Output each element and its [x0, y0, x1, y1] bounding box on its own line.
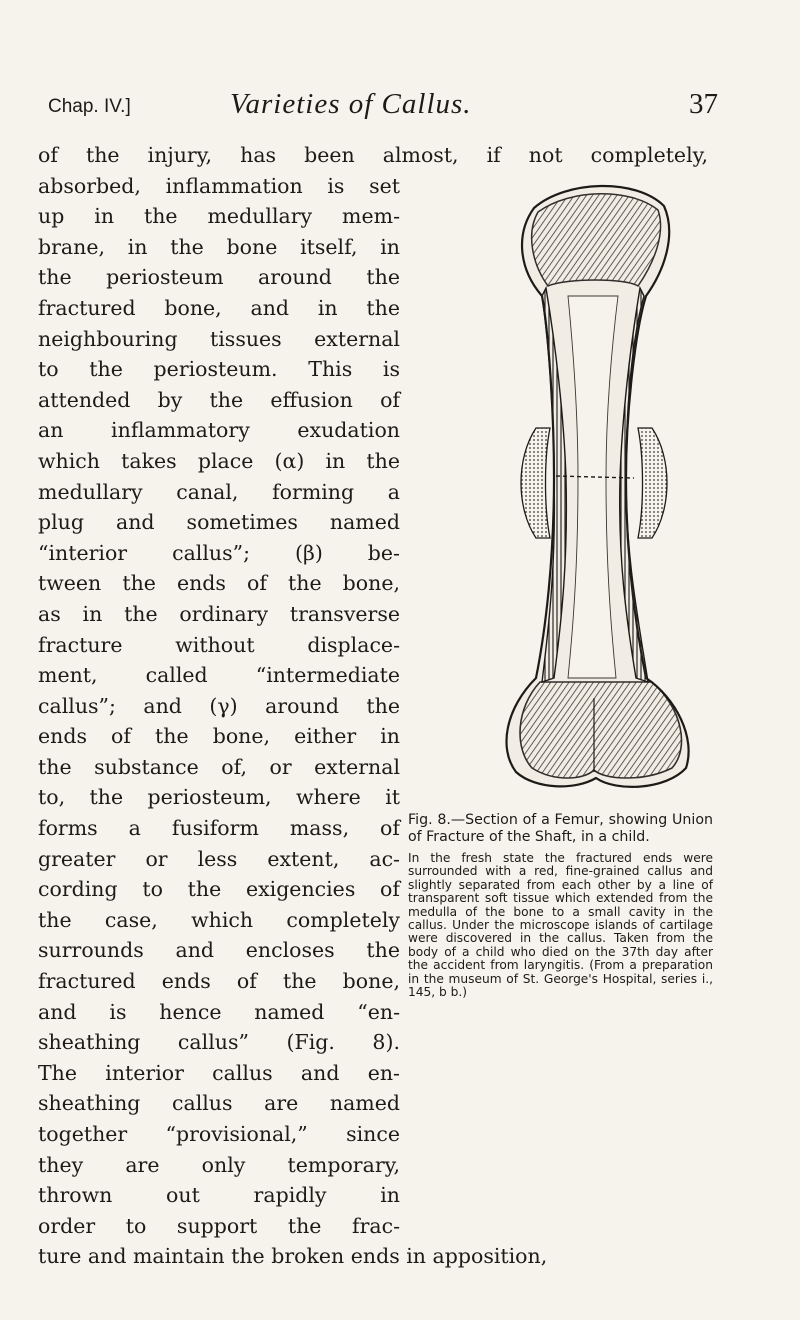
text-line: as in the ordinary transverse	[38, 601, 400, 626]
femur-section-figure	[476, 178, 716, 808]
text-line: plug and sometimes named	[38, 510, 400, 535]
text-line: order to support the frac-	[38, 1213, 400, 1238]
text-line: greater or less extent, ac-	[38, 846, 400, 871]
text-line: an inflammatory exudation	[38, 418, 400, 443]
text-line: sheathing callus are named	[38, 1091, 400, 1116]
text-line: ture and maintain the broken ends in apposition,	[38, 1244, 548, 1269]
callus-left	[521, 428, 550, 538]
text-line: to, the periosteum, where it	[38, 785, 400, 810]
text-line: the periosteum around the	[38, 265, 400, 290]
femur-illustration	[476, 178, 716, 808]
text-line: The interior callus and en-	[38, 1060, 400, 1085]
text-line: ment, called “intermediate	[38, 663, 400, 688]
text-line: which takes place (α) in the	[38, 448, 400, 473]
text-line: absorbed, inflammation is set	[38, 173, 400, 198]
text-line: ends of the bone, either in	[38, 724, 400, 749]
text-line: fractured bone, and in the	[38, 295, 400, 320]
text-line: attended by the effusion of	[38, 387, 400, 412]
page-number: 37	[689, 88, 718, 120]
callus-right	[638, 428, 667, 538]
text-line: they are only temporary,	[38, 1152, 400, 1177]
text-line: fracture without displace-	[38, 632, 400, 657]
text-line: of the injury, has been almost, if not completely,	[38, 143, 708, 167]
text-line: tween the ends of the bone,	[38, 571, 400, 596]
text-line: thrown out rapidly in	[38, 1183, 400, 1208]
text-line: and is hence named “en-	[38, 999, 400, 1024]
text-line: brane, in the bone itself, in	[38, 234, 400, 259]
text-line: callus”; and (γ) around the	[38, 693, 400, 718]
text-line: the substance of, or external	[38, 754, 400, 779]
text-line: fractured ends of the bone,	[38, 969, 400, 994]
text-line: the case, which completely	[38, 907, 400, 932]
text-line: forms a fusiform mass, of	[38, 816, 400, 841]
text-line: “interior callus”; (β) be-	[38, 540, 400, 565]
text-line: sheathing callus” (Fig. 8).	[38, 1030, 400, 1055]
text-line: to the periosteum. This is	[38, 357, 400, 382]
femur-head-cancellous	[532, 194, 661, 286]
figure-caption	[408, 812, 713, 999]
page-header	[48, 88, 718, 128]
running-title: Varieties of Callus.	[230, 88, 472, 120]
caption-description: In the fresh state the fractured ends were surrounded with a red, fine-grained callus and slightly separated from each other by a line of transparent soft tissue which extended from the medulla of the bone to a small cavity in the callus. Under the microscope islands of cartilage were discovered in the callus. Taken from the body of a child who died on the 37th day after the accident from laryngitis. (From a preparation in the museum of St. George's Hospital, series i., 145, b b.)	[408, 851, 713, 1000]
text-line: surrounds and encloses the	[38, 938, 400, 963]
text-line: together “provisional,” since	[38, 1122, 400, 1146]
femur-condyles	[520, 682, 681, 778]
text-line: medullary canal, forming a	[38, 479, 400, 504]
text-line: neighbouring tissues external	[38, 326, 400, 351]
chapter-label: Chap. IV.]	[48, 96, 131, 117]
text-line: up in the medullary mem-	[38, 204, 400, 229]
text-line: cording to the exigencies of	[38, 877, 400, 902]
caption-title: Fig. 8.—Section of a Femur, showing Union of Fracture of the Shaft, in a child.	[408, 812, 713, 845]
